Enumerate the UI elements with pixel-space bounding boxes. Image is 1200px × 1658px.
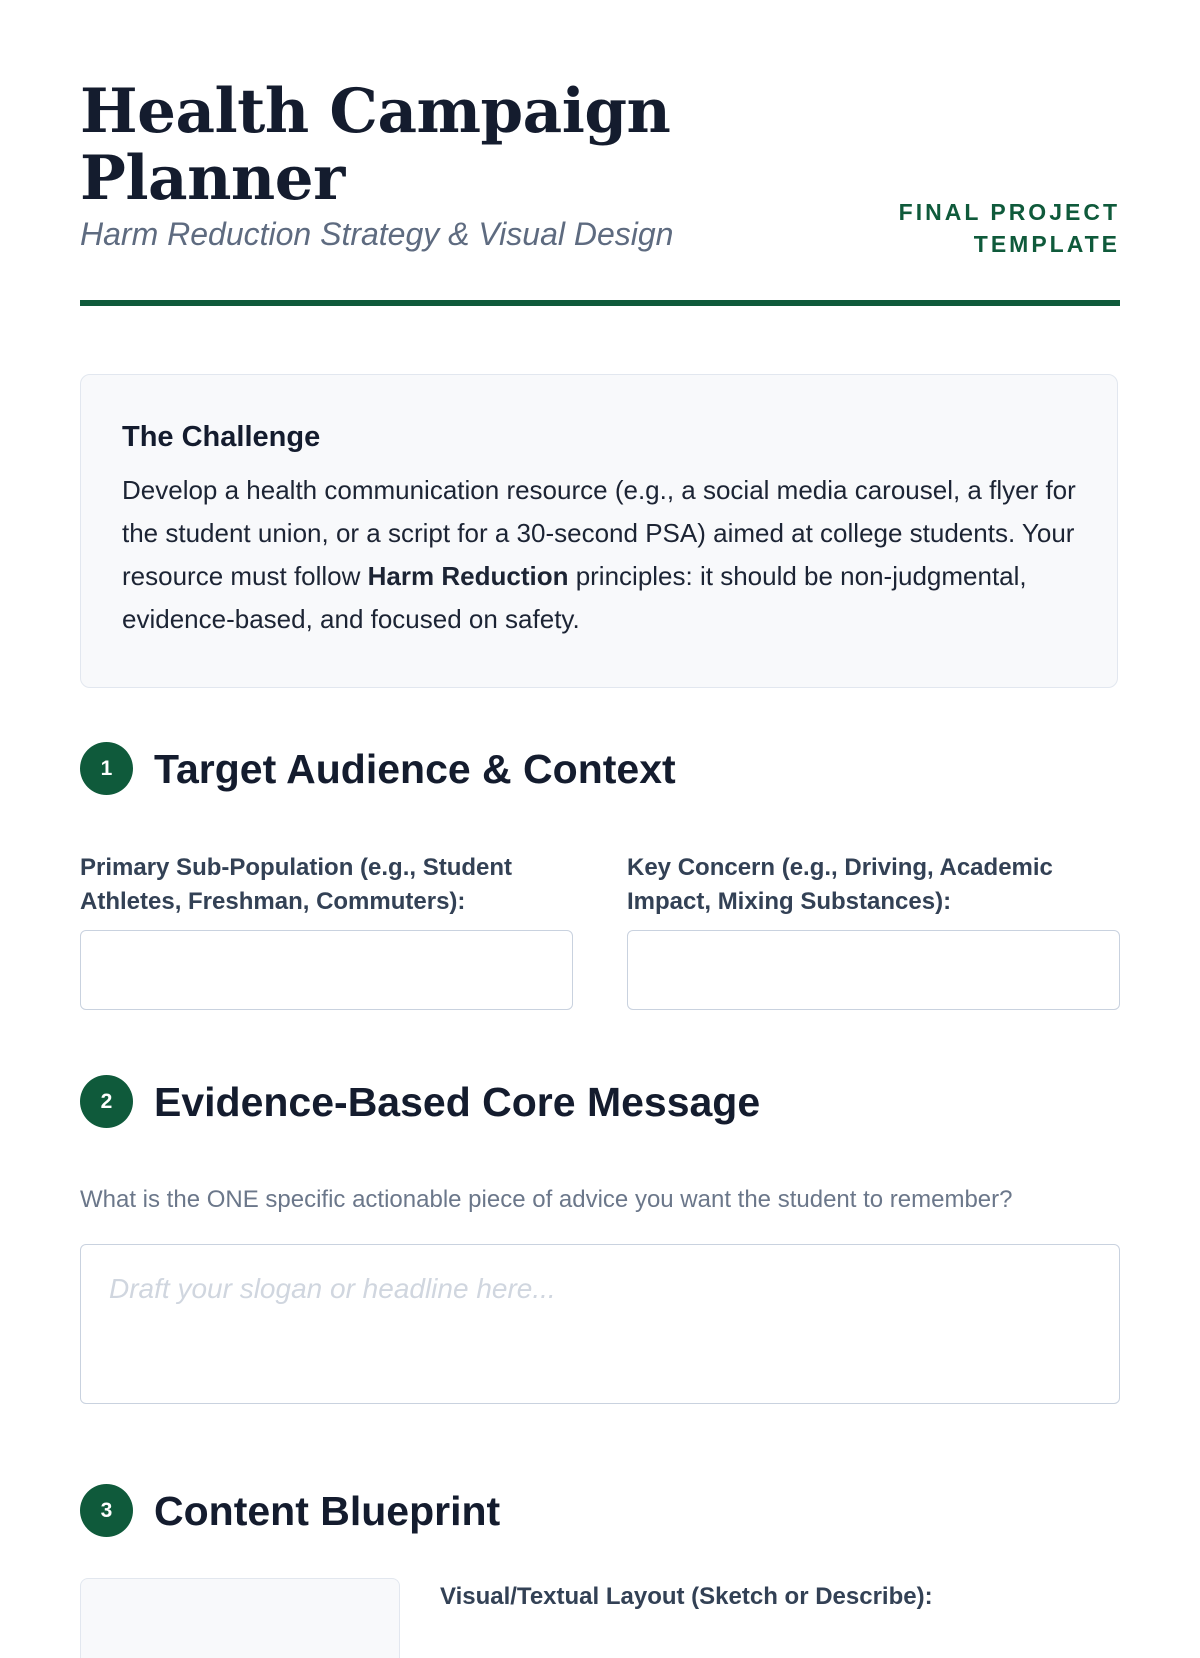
section-title: Evidence-Based Core Message [154,1078,761,1125]
core-message-helper: What is the ONE specific actionable piece of advice you want the student to remember? [80,1186,1013,1213]
key-concern-label: Key Concern (e.g., Driving, Academic Impact, Mixing Substances): [627,854,1053,915]
challenge-description [122,469,1077,641]
sub-population-input[interactable] [80,930,573,1010]
section-title: Content Blueprint [154,1487,501,1534]
step-number-badge: 1 [80,742,133,795]
header-divider [80,300,1120,306]
challenge-box [80,374,1118,688]
tag-line-2: TEMPLATE [973,231,1120,257]
section-title: Target Audience & Context [154,745,676,792]
page-title: Health Campaign Planner [80,76,671,214]
challenge-title: The Challenge [122,421,321,453]
section-1-heading [80,742,676,795]
step-number-badge: 2 [80,1075,133,1128]
challenge-text-end: principles: it should be non-judgmental, evidence-based, and focused on safety. [122,561,1027,634]
sub-population-label: Primary Sub-Population (e.g., Student Athletes, Freshman, Commuters): [80,854,513,915]
section-3-heading [80,1484,500,1537]
step-number-badge: 3 [80,1484,133,1537]
page-subtitle: Harm Reduction Strategy & Visual Design [80,216,674,252]
final-project-tag [820,196,1120,260]
tag-line-1: FINAL PROJECT [898,199,1120,225]
challenge-text-start: Develop a health communication resource (e.g., a social media carousel, a flyer for the student union, or a script for a 30-second PSA) aimed at college students. Your resource must follow [122,475,1076,591]
key-concern-input[interactable] [627,930,1120,1010]
campaign-planner-page [80,0,1120,1610]
challenge-text-emphasis: Harm Reduction [367,561,569,591]
core-message-textarea[interactable] [80,1244,1120,1404]
section-2-heading [80,1075,760,1128]
visual-layout-label: Visual/Textual Layout (Sketch or Describe): [440,1583,933,1610]
content-blueprint-panel [80,1578,400,1658]
